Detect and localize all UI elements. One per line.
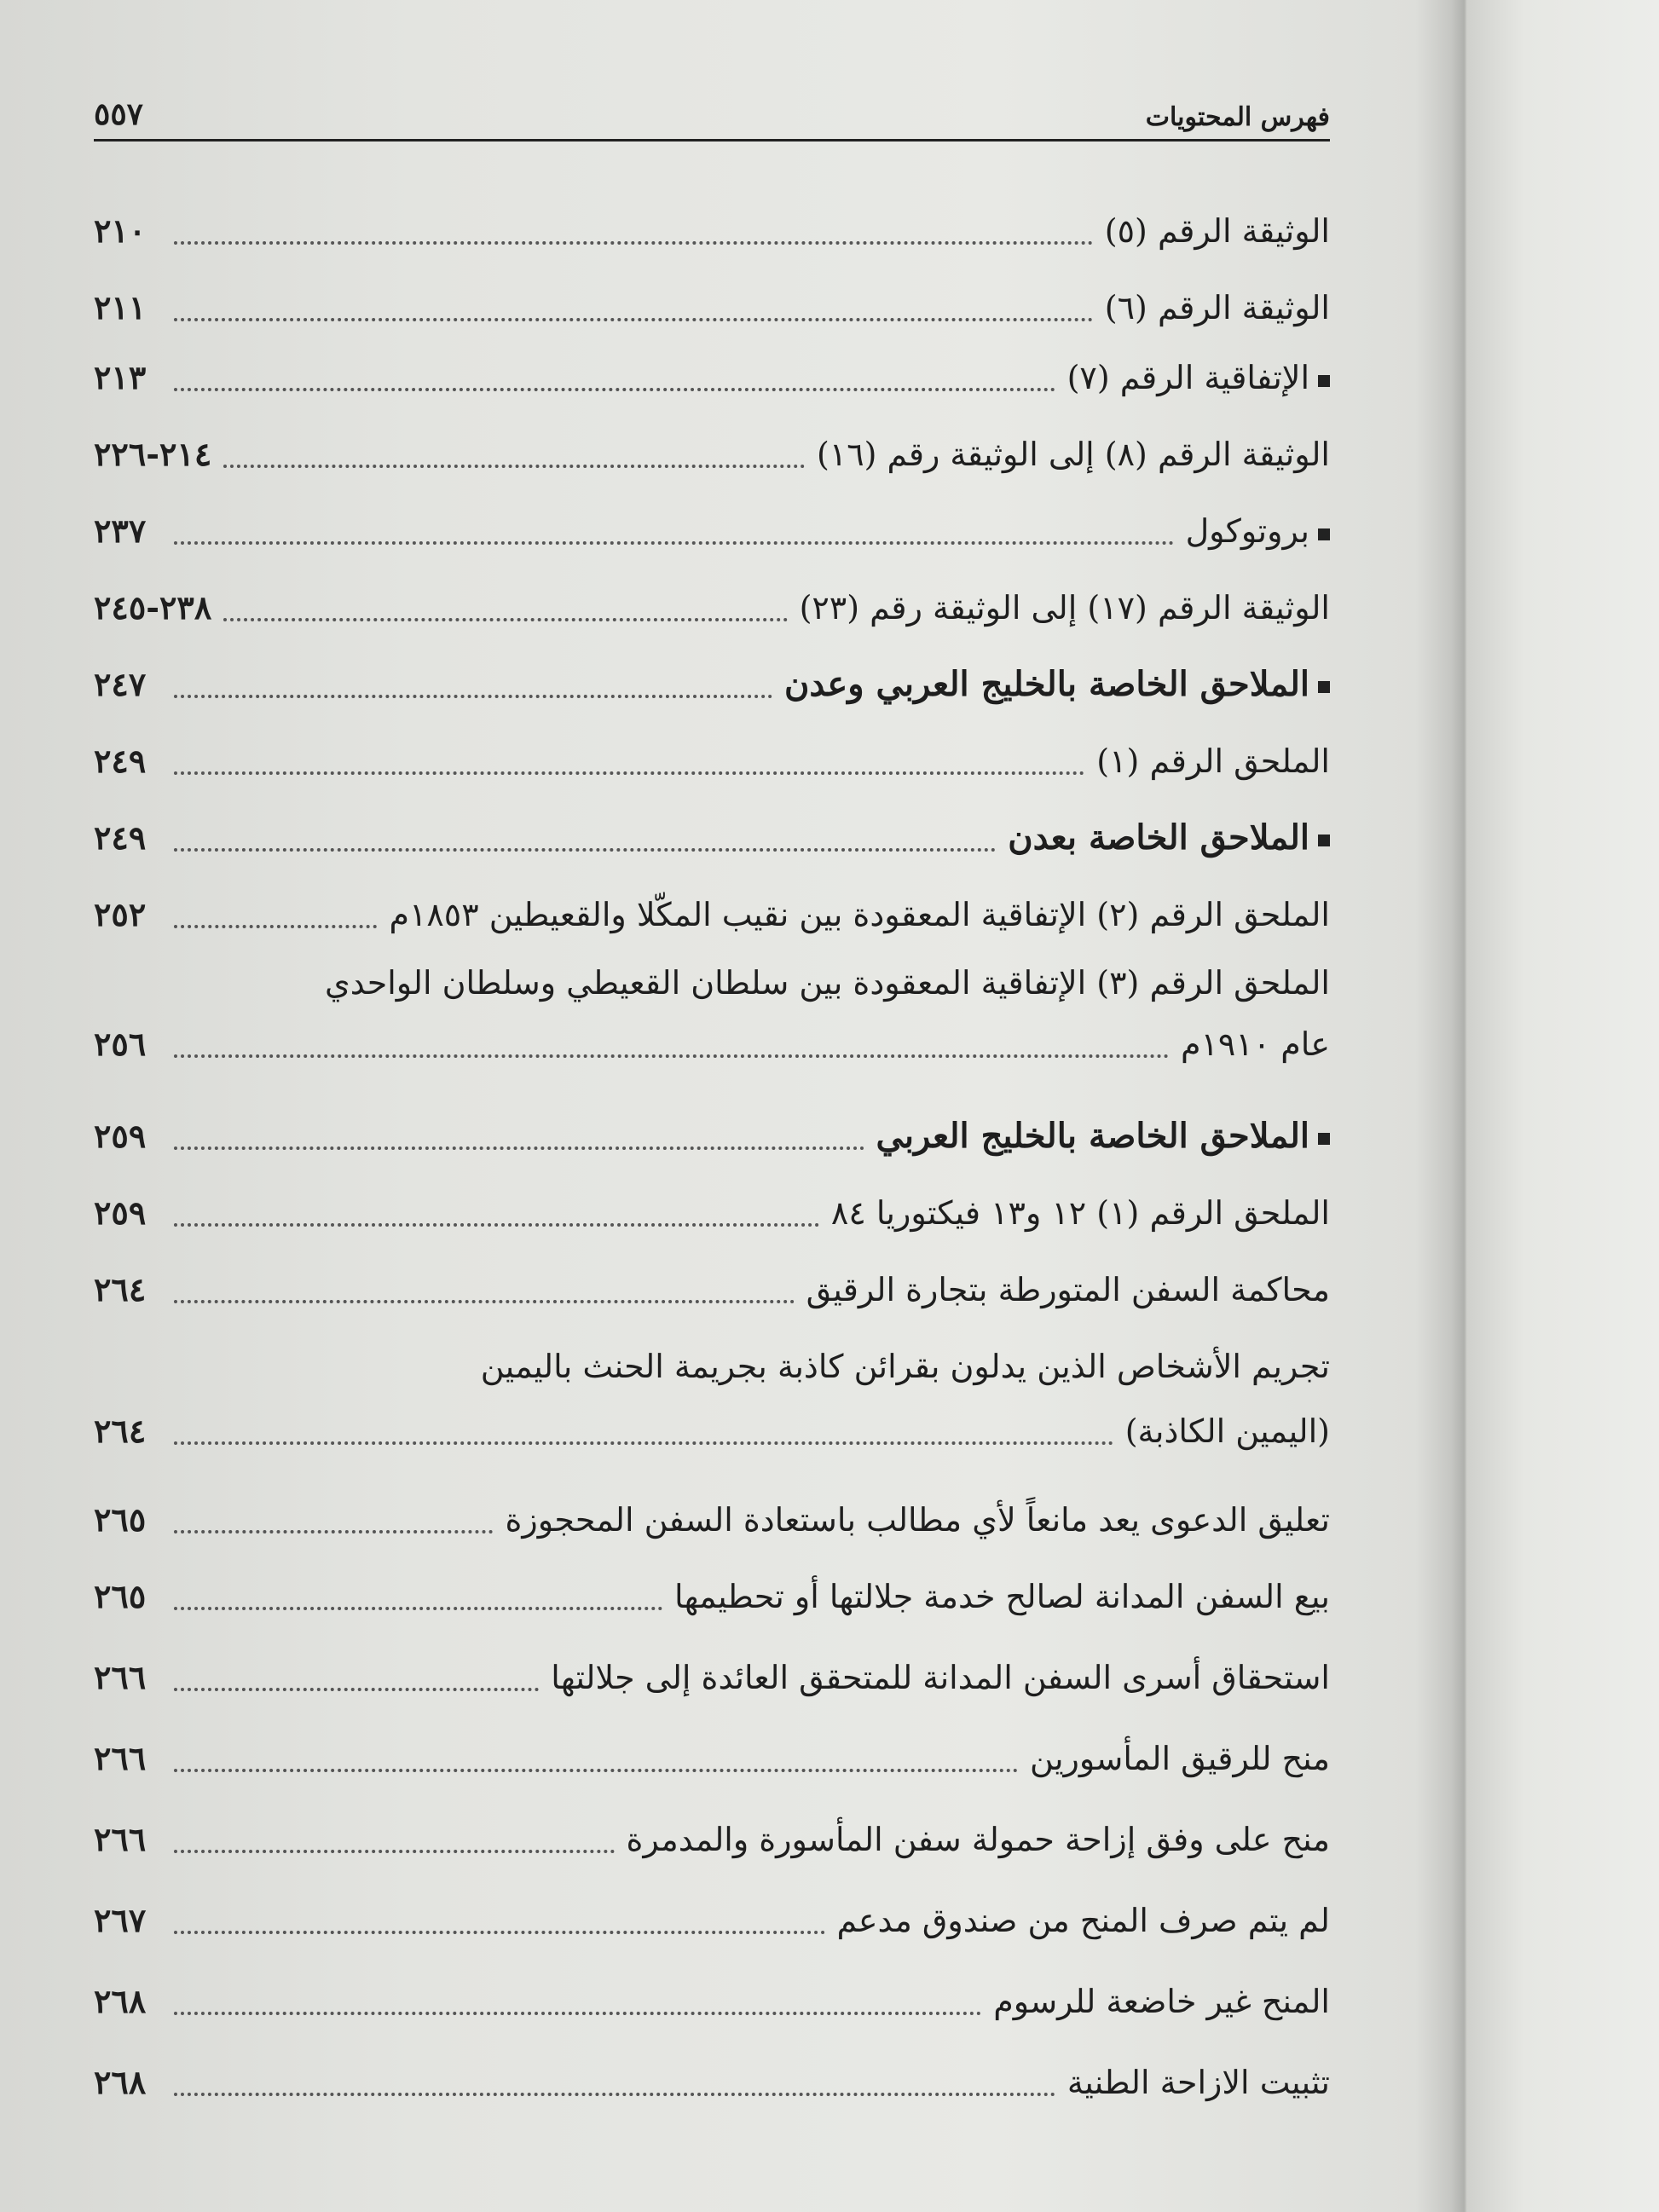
toc-entry-multiline [94,961,1330,1066]
entry-title: الوثيقة الرقم (٦) [1104,289,1330,326]
toc-entry [94,286,1330,330]
dot-leader [223,617,787,621]
dot-leader [174,1930,825,1934]
entry-title: الملاحق الخاصة بعدن [1008,817,1309,858]
toc-entry [94,1191,1330,1235]
square-bullet-icon [1318,1133,1330,1145]
book-gutter [1415,0,1466,2212]
entry-page: ٢٥٩ [94,1117,147,1155]
toc-entry [94,892,1330,937]
toc-section-heading [94,662,1330,707]
toc-entry [94,586,1330,630]
entry-page: ٢١٣ [94,358,147,396]
toc-entry [94,1817,1330,1862]
dot-leader [174,1849,615,1853]
dot-leader [174,1054,1169,1058]
toc-entry [94,432,1330,476]
dot-leader [174,1768,1018,1772]
entry-page: ٢٦٤ [94,1270,147,1308]
dot-leader [174,1299,795,1303]
square-bullet-icon [1318,528,1330,540]
dot-leader [174,1146,864,1150]
entry-title: الملحق الرقم (١) ١٢ و١٣ فيكتوريا ٨٤ [830,1194,1330,1232]
entry-title: الوثيقة الرقم (٥) [1104,212,1330,250]
toc-entry [94,355,1330,400]
entry-page: ٢٥٩ [94,1193,147,1232]
entry-page: ٢٦٦ [94,1820,147,1858]
entry-page: ٢٦٨ [94,1982,147,2020]
page-number: ٥٥٧ [94,96,144,132]
square-bullet-icon [1318,681,1330,693]
entry-title: بيع السفن المدانة لصالح خدمة جلالتها أو تحطيمها [674,1578,1330,1615]
dot-leader [174,924,377,928]
toc-entry [94,1574,1330,1619]
entry-title-line1: الملحق الرقم (٣) الإتفاقية المعقودة بين سلطان القعيطي وسلطان الواحدي [325,964,1330,1002]
toc-entry [94,2060,1330,2105]
entry-page: ٢٥٦ [94,1025,147,1063]
entry-page: ٢٦٥ [94,1577,147,1615]
entry-title: لم يتم صرف المنح من صندوق مدعم [836,1902,1330,1939]
entry-title: الوثيقة الرقم (٨) إلى الوثيقة رقم (١٦) [816,436,1330,473]
entry-page: ٢١٠ [94,211,147,250]
toc-entry [94,1268,1330,1312]
square-bullet-icon [1318,375,1330,387]
dot-leader [174,317,1093,321]
dot-leader [223,464,805,468]
dot-leader [174,1529,493,1533]
entry-title: بروتوكول [1185,512,1309,550]
entry-title: الملحق الرقم (١) [1096,742,1330,780]
running-title: فهرس المحتويات [1145,102,1330,132]
entry-title-line1: تجريم الأشخاص الذين يدلون بقرائن كاذبة بجريمة الحنث باليمين [480,1348,1330,1385]
entry-title: الملحق الرقم (٢) الإتفاقية المعقودة بين نقيب المكّلا والقعيطين ١٨٥٣م [389,896,1330,933]
dot-leader [174,694,772,698]
toc-section-heading [94,816,1330,860]
entry-title: (اليمين الكاذبة) [1124,1412,1330,1450]
toc-entry [94,1498,1330,1542]
toc-entry [94,209,1330,253]
running-header [94,81,1330,141]
toc-entry [94,509,1330,553]
square-bullet-icon [1318,835,1330,846]
entry-title: عام ١٩١٠م [1180,1025,1330,1063]
dot-leader [174,387,1055,391]
entry-title: الملاحق الخاصة بالخليج العربي [876,1116,1309,1156]
entry-title: الوثيقة الرقم (١٧) إلى الوثيقة رقم (٢٣) [799,589,1330,627]
entry-page: ٢٣٨-٢٤٥ [94,588,212,627]
entry-page: ٢٦٧ [94,1901,147,1939]
dot-leader [174,2011,981,2015]
toc-page [94,81,1330,2169]
entry-title: محاكمة السفن المتورطة بتجارة الرقيق [806,1271,1330,1308]
toc-entry-multiline [94,1344,1330,1453]
entry-title: المنح غير خاضعة للرسوم [993,1983,1330,2020]
entry-page: ٢١٤-٢٢٦ [94,435,212,473]
entry-title: الملاحق الخاصة بالخليج العربي وعدن [784,664,1309,704]
dot-leader [174,240,1093,245]
dot-leader [174,1222,819,1227]
toc-section-heading [94,1114,1330,1158]
facing-page-edge [1465,0,1659,2212]
toc-entry [94,739,1330,783]
entry-page: ٢٦٥ [94,1500,147,1539]
entry-title: الإتفاقية الرقم (٧) [1066,359,1309,396]
toc-entry [94,1898,1330,1943]
toc-entry [94,1655,1330,1700]
dot-leader [174,2092,1055,2096]
toc-entry [94,1736,1330,1781]
entry-page: ٢١١ [94,288,147,326]
dot-leader [174,771,1084,775]
dot-leader [174,1441,1113,1445]
entry-title: منح للرقيق المأسورين [1030,1740,1330,1777]
entry-page: ٢٦٦ [94,1658,147,1696]
entry-title: تعليق الدعوى يعد مانعاً لأي مطالب باستعادة السفن المحجوزة [505,1501,1330,1539]
dot-leader [174,540,1174,545]
entry-page: ٢٥٢ [94,895,147,933]
entry-page: ٢٤٧ [94,665,147,703]
entry-page: ٢٦٦ [94,1739,147,1777]
entry-page: ٢٣٧ [94,511,147,550]
entry-title: استحقاق أسرى السفن المدانة للمتحقق العائدة إلى جلالتها [551,1659,1330,1696]
dot-leader [174,847,996,852]
entry-page: ٢٦٨ [94,2063,147,2101]
dot-leader [174,1687,539,1691]
entry-page: ٢٦٤ [94,1412,147,1450]
entry-page: ٢٤٩ [94,818,147,857]
dot-leader [174,1606,662,1610]
toc-entry [94,1979,1330,2024]
entry-page: ٢٤٩ [94,742,147,780]
entry-title: منح على وفق إزاحة حمولة سفن المأسورة والمدمرة [626,1821,1330,1858]
entry-title: تثبيت الازاحة الطنية [1066,2064,1330,2101]
